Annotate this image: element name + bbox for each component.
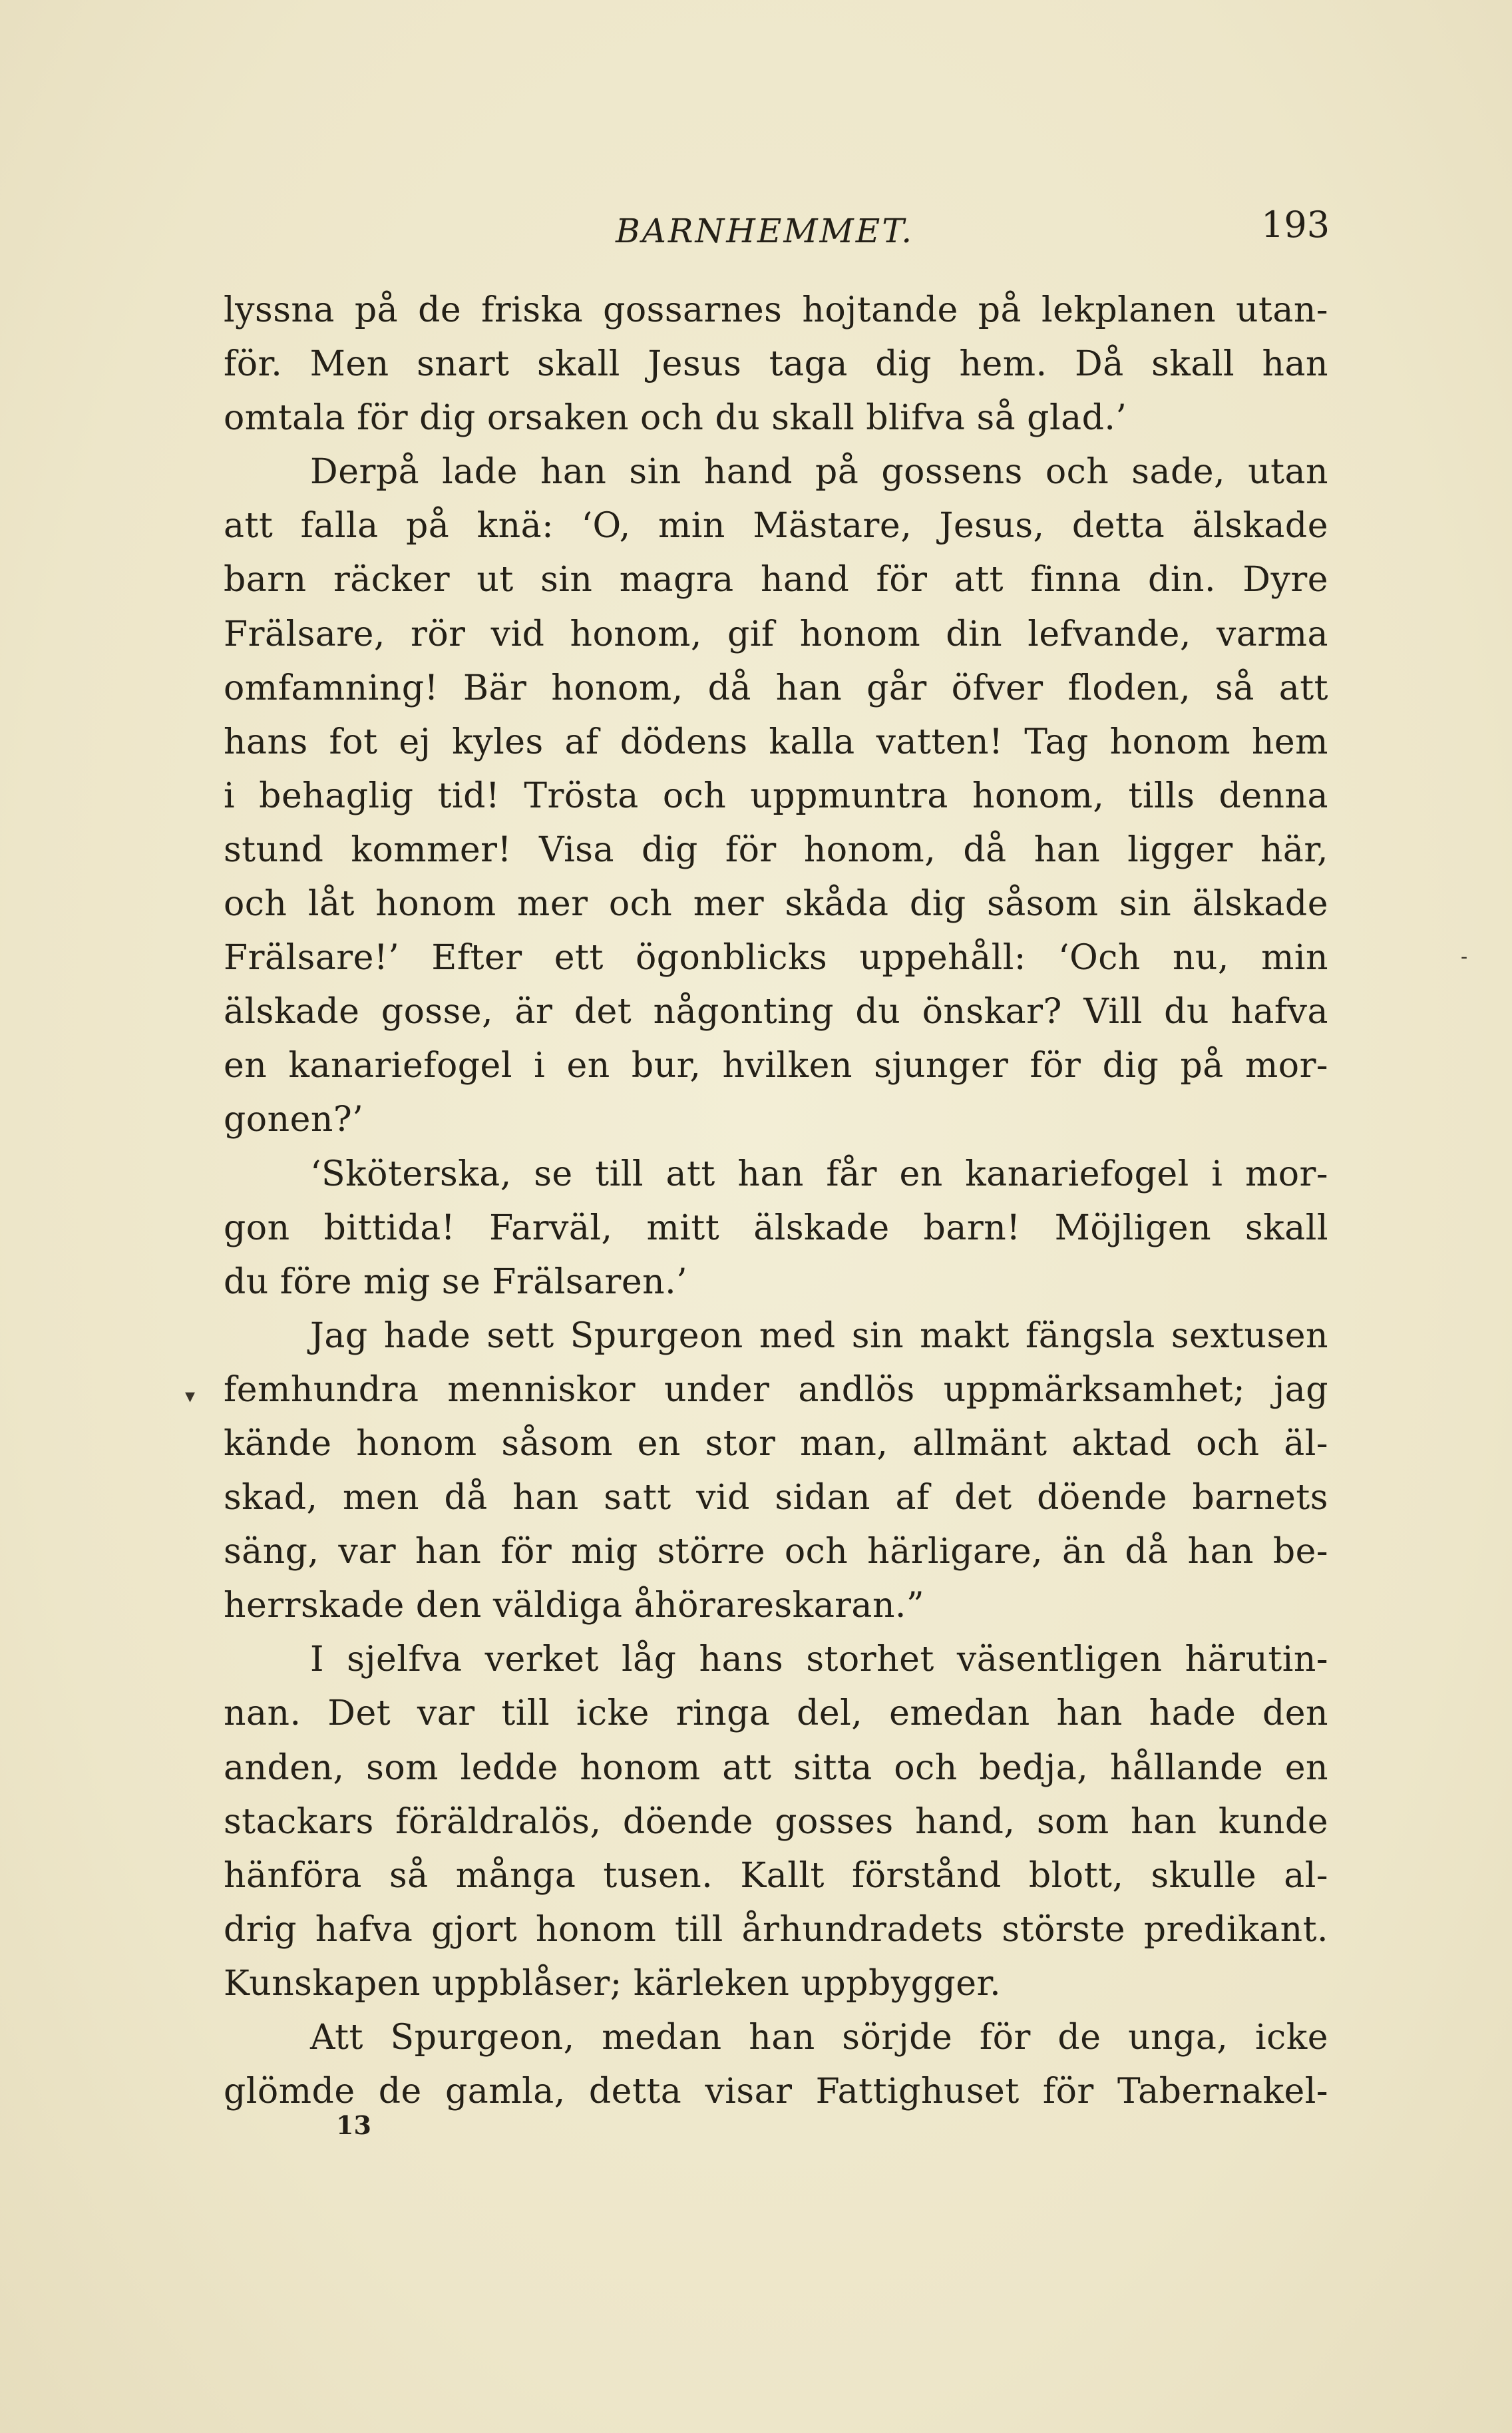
text-line: skad, men då han satt vid sidan af det döende barnets <box>224 1478 1328 1518</box>
text-line: Frälsare!’ Efter ett ögonblicks uppehåll: ‘Och nu, min <box>224 938 1328 979</box>
text-line: stackars föräldralös, döende gosses hand, som han kunde <box>224 1801 1328 1842</box>
text-line: för. Men snart skall Jesus taga dig hem. Då skall han <box>224 344 1328 385</box>
text-line: lyssna på de friska gossarnes hojtande på lekplanen utan- <box>224 290 1328 330</box>
text-line: omtala för dig orsaken och du skall blifva så glad.’ <box>224 398 1127 439</box>
text-line: du före mig se Frälsaren.’ <box>224 1261 688 1302</box>
margin-dot-mark: ▾ <box>185 1385 196 1408</box>
text-line: gon bittida! Farväl, mitt älskade barn! Möjligen skall <box>224 1208 1328 1248</box>
text-line: kände honom såsom en stor man, allmänt aktad och äl- <box>224 1423 1328 1464</box>
text-line: glömde de gamla, detta visar Fattighuset för Tabernakel- <box>224 2072 1328 2112</box>
body-text <box>224 284 1328 2119</box>
text-line: anden, som ledde honom att sitta och bedja, hållande en <box>224 1747 1328 1788</box>
page-number: 193 <box>1261 204 1330 246</box>
text-line: säng, var han för mig större och härligare, än då han be- <box>224 1532 1328 1572</box>
text-line: Att Spurgeon, medan han sörjde för de unga, icke <box>310 2018 1328 2058</box>
text-line: och låt honom mer och mer skåda dig såsom sin älskade <box>224 884 1328 925</box>
text-line: Kunskapen uppblåser; kärleken uppbygger. <box>224 1963 1002 2004</box>
text-line: herrskade den väldiga åhörareskaran.” <box>224 1586 925 1626</box>
text-line: omfamning! Bär honom, då han går öfver floden, så att <box>224 668 1328 708</box>
text-line: drig hafva gjort honom till århundradets störste predikant. <box>224 1909 1328 1950</box>
text-line: barn räcker ut sin magra hand för att finna din. Dyre <box>224 560 1328 600</box>
signature-mark: 13 <box>336 2110 371 2140</box>
text-line: hänföra så många tusen. Kallt förstånd blott, skulle al- <box>224 1855 1328 1896</box>
text-line: en kanariefogel i en bur, hvilken sjunger för dig på mor- <box>224 1046 1328 1086</box>
text-line: I sjelfva verket låg hans storhet väsentligen härutin- <box>310 1640 1328 1680</box>
text-line: nan. Det var till icke ringa del, emedan han hade den <box>224 1693 1328 1734</box>
margin-dash-mark: - <box>1461 945 1468 969</box>
text-line: Derpå lade han sin hand på gossens och sade, utan <box>310 452 1328 493</box>
text-line: femhundra menniskor under andlös uppmärksamhet; jag <box>224 1369 1328 1410</box>
text-line: älskade gosse, är det någonting du önskar? Vill du hafva <box>224 992 1328 1032</box>
text-line: gonen?’ <box>224 1100 364 1140</box>
text-line: att falla på knä: ‘O, min Mästare, Jesus, detta älskade <box>224 506 1328 547</box>
running-title: BARNHEMMET. <box>616 212 914 250</box>
text-line: hans fot ej kyles af dödens kalla vatten! Tag honom hem <box>224 722 1328 762</box>
text-line: Frälsare, rör vid honom, gif honom din lefvande, varma <box>224 614 1328 654</box>
text-line: Jag hade sett Spurgeon med sin makt fängsla sextusen <box>310 1315 1328 1356</box>
text-line: stund kommer! Visa dig för honom, då han ligger här, <box>224 829 1328 870</box>
text-line: ‘Sköterska, se till att han får en kanariefogel i mor- <box>310 1154 1328 1194</box>
text-line: i behaglig tid! Trösta och uppmuntra honom, tills denna <box>224 775 1328 816</box>
